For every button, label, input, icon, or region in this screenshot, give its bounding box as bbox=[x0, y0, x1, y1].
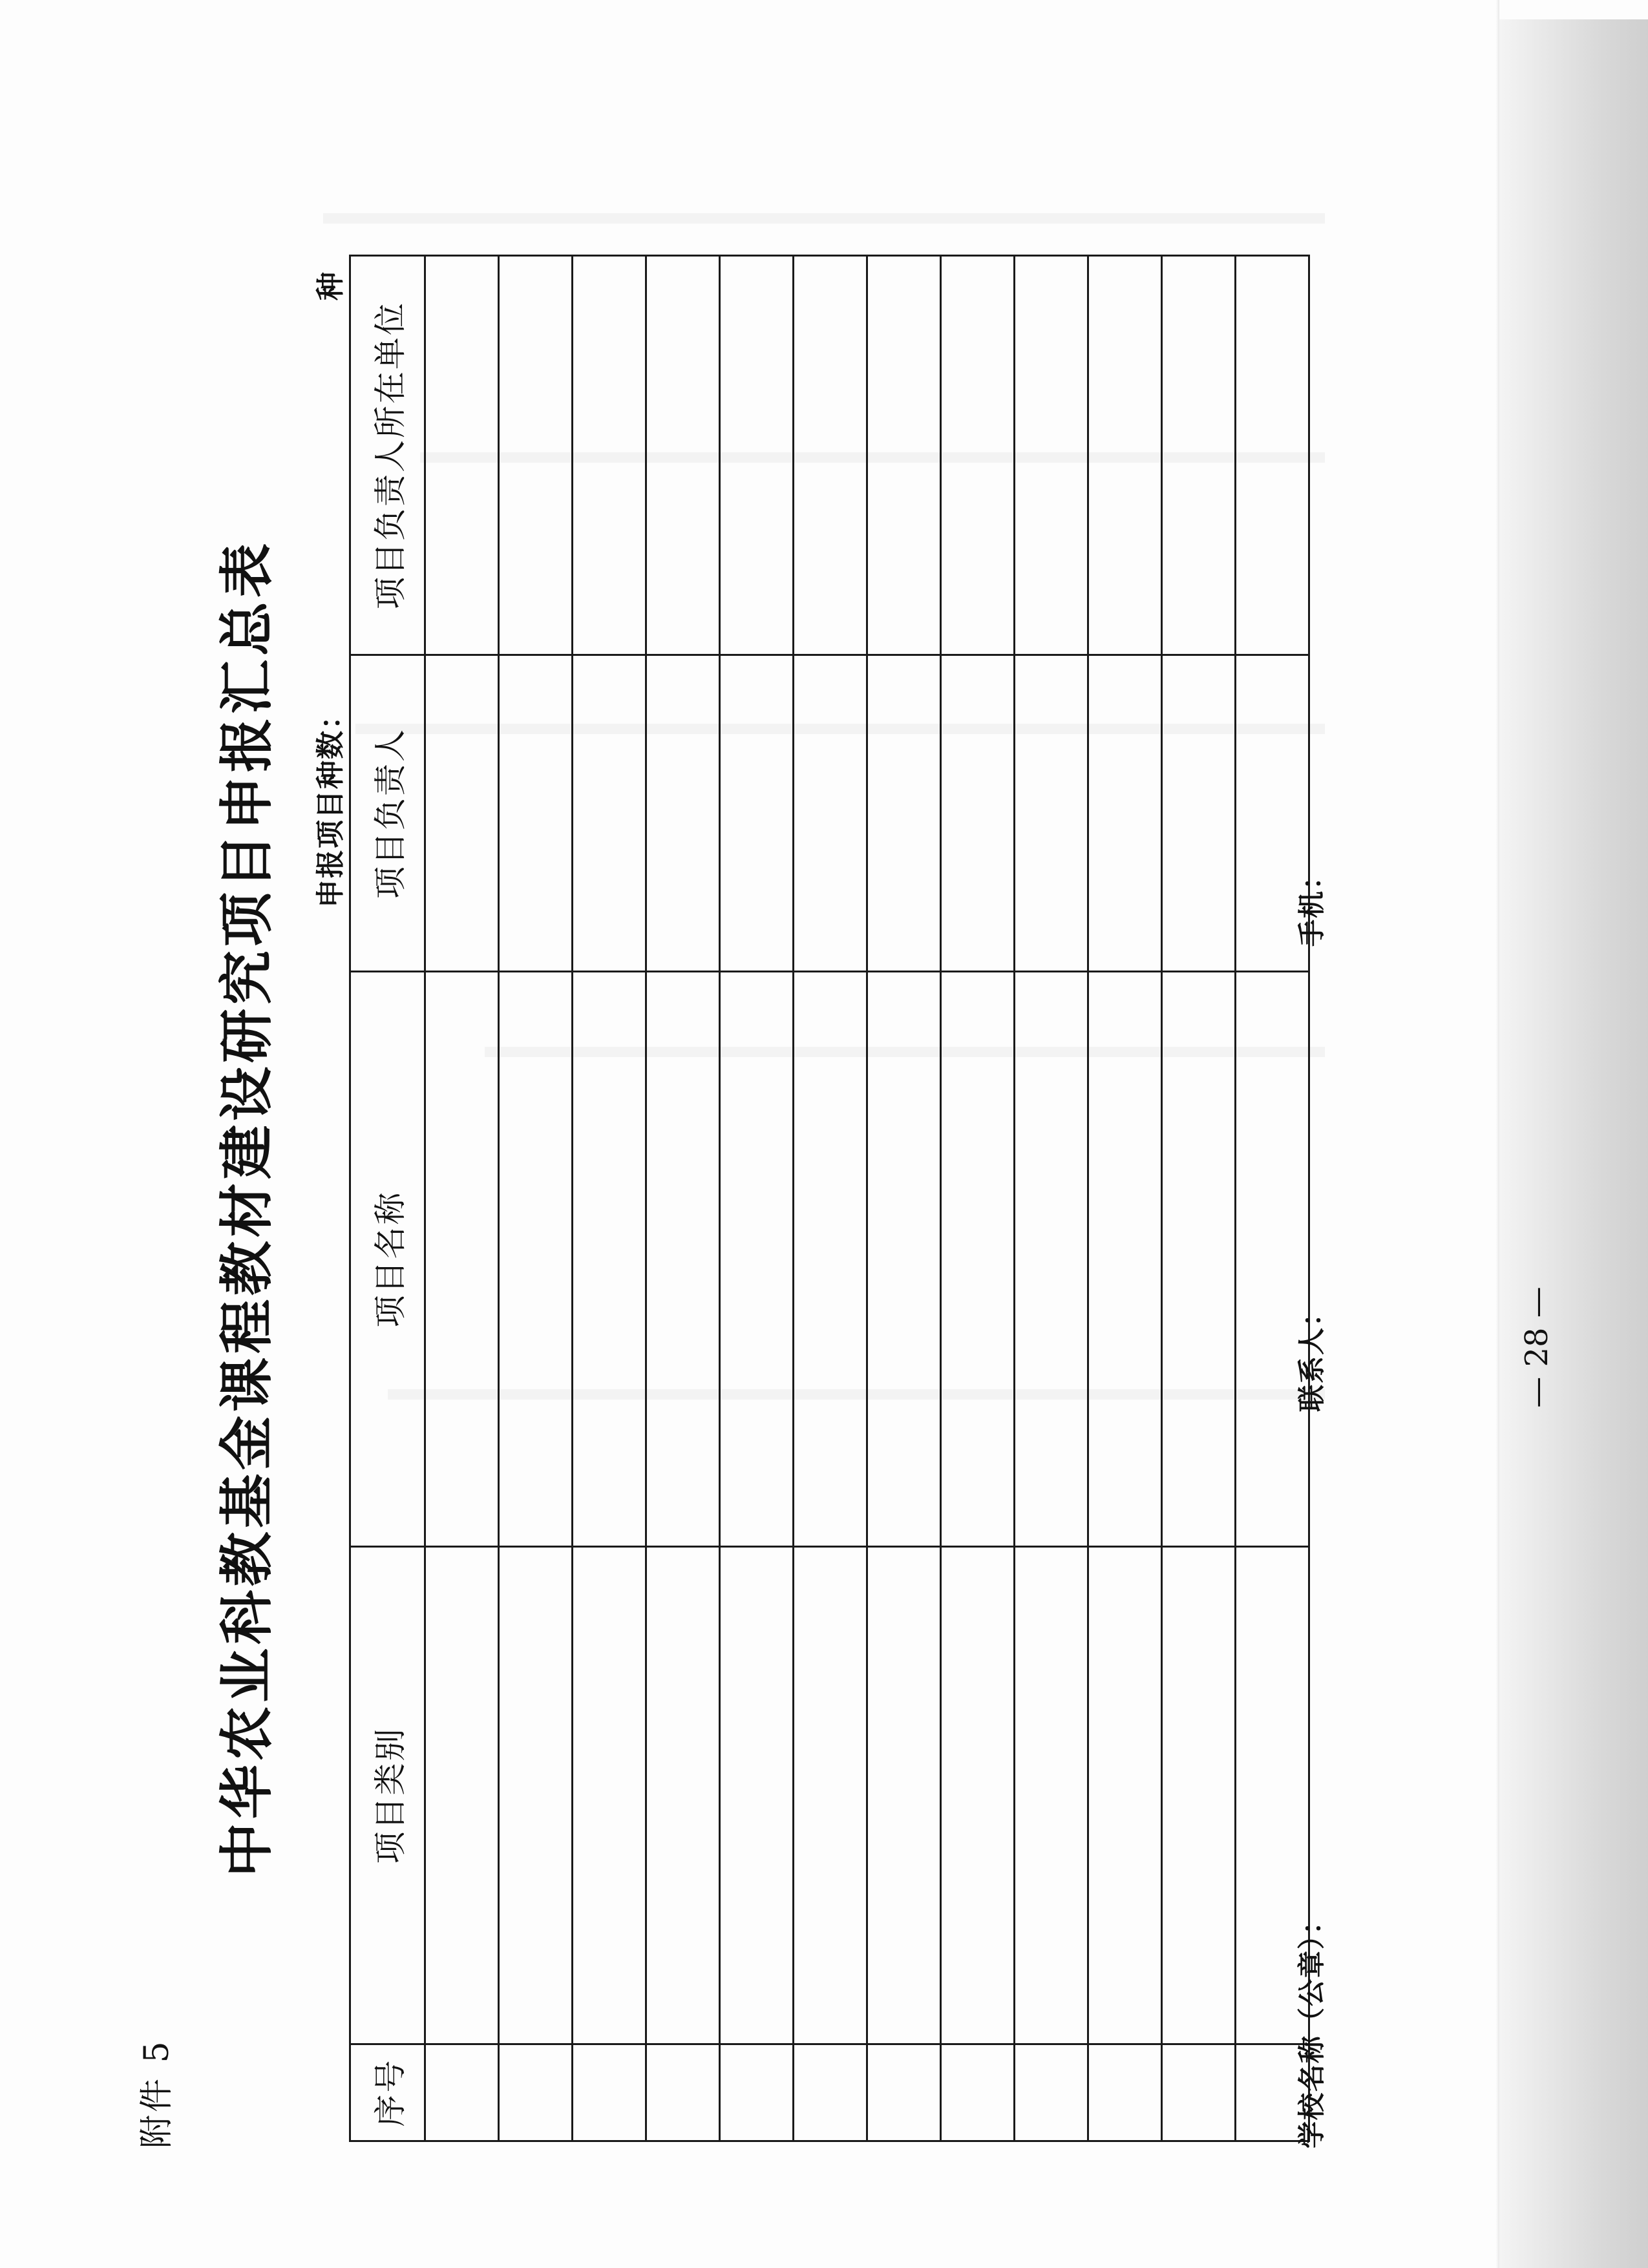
table-row bbox=[499, 256, 573, 2141]
table-cell[interactable] bbox=[1162, 1547, 1236, 2044]
table-cell[interactable] bbox=[1088, 972, 1162, 1547]
form-title: 中华农业科教基金课程教材建设研究项目申报汇总表 bbox=[215, 539, 279, 1877]
table-cell[interactable] bbox=[1162, 256, 1236, 655]
table-cell[interactable] bbox=[867, 256, 941, 655]
rotated-form bbox=[100, 233, 1555, 2148]
declared-count-label: 申报项目种数： bbox=[314, 700, 347, 908]
column-header-leader: 项目负责人 bbox=[350, 655, 425, 972]
contact-label: 联系人： bbox=[1296, 1297, 1327, 1412]
table-cell[interactable] bbox=[1088, 1547, 1162, 2044]
table-cell[interactable] bbox=[867, 972, 941, 1547]
table-row bbox=[573, 256, 646, 2141]
table-cell[interactable] bbox=[1015, 256, 1088, 655]
table-cell[interactable] bbox=[720, 2044, 794, 2141]
table-cell[interactable] bbox=[573, 256, 646, 655]
table-cell[interactable] bbox=[941, 2044, 1015, 2141]
table-row bbox=[1015, 256, 1088, 2141]
table-cell[interactable] bbox=[573, 655, 646, 972]
table-body bbox=[425, 256, 1309, 2141]
table-cell[interactable] bbox=[794, 2044, 867, 2141]
table-cell[interactable] bbox=[1162, 972, 1236, 1547]
table-cell[interactable] bbox=[425, 1547, 499, 2044]
table-cell[interactable] bbox=[573, 1547, 646, 2044]
summary-table bbox=[349, 255, 1310, 2142]
column-header-leader-unit: 项目负责人所在单位 bbox=[350, 256, 425, 655]
table-cell[interactable] bbox=[794, 256, 867, 655]
binding-shadow bbox=[1499, 19, 1648, 2268]
table-cell[interactable] bbox=[794, 655, 867, 972]
table-cell[interactable] bbox=[1236, 972, 1309, 1547]
table-cell[interactable] bbox=[794, 972, 867, 1547]
table-cell[interactable] bbox=[646, 256, 720, 655]
column-header-index: 序号 bbox=[350, 2044, 425, 2141]
table-cell[interactable] bbox=[499, 1547, 573, 2044]
table-cell[interactable] bbox=[646, 2044, 720, 2141]
table-cell[interactable] bbox=[1162, 2044, 1236, 2141]
table-cell[interactable] bbox=[425, 2044, 499, 2141]
table-row bbox=[867, 256, 941, 2141]
table-row bbox=[941, 256, 1015, 2141]
table-row bbox=[794, 256, 867, 2141]
table-cell[interactable] bbox=[720, 655, 794, 972]
table-cell[interactable] bbox=[794, 1547, 867, 2044]
school-name-label: 学校名称（公章）： bbox=[1296, 1906, 1327, 2148]
column-header-category: 项目类别 bbox=[350, 1547, 425, 2044]
table-cell[interactable] bbox=[425, 256, 499, 655]
table-row bbox=[425, 256, 499, 2141]
table-cell[interactable] bbox=[425, 972, 499, 1547]
table-cell[interactable] bbox=[720, 256, 794, 655]
table-row bbox=[1088, 256, 1162, 2141]
table-cell[interactable] bbox=[1088, 256, 1162, 655]
table-cell[interactable] bbox=[499, 256, 573, 655]
table-cell[interactable] bbox=[1015, 655, 1088, 972]
table-cell[interactable] bbox=[1015, 2044, 1088, 2141]
table-cell[interactable] bbox=[720, 1547, 794, 2044]
table-cell[interactable] bbox=[646, 655, 720, 972]
table-cell[interactable] bbox=[941, 655, 1015, 972]
table-cell[interactable] bbox=[573, 972, 646, 1547]
table-cell[interactable] bbox=[941, 1547, 1015, 2044]
table-header-row bbox=[350, 256, 425, 2141]
table-cell[interactable] bbox=[499, 972, 573, 1547]
table-cell[interactable] bbox=[499, 2044, 573, 2141]
table-cell[interactable] bbox=[499, 655, 573, 972]
table-cell[interactable] bbox=[941, 256, 1015, 655]
table-cell[interactable] bbox=[720, 972, 794, 1547]
table-cell[interactable] bbox=[646, 1547, 720, 2044]
table-cell[interactable] bbox=[1088, 655, 1162, 972]
table-cell[interactable] bbox=[646, 972, 720, 1547]
declared-count-unit: 种 bbox=[314, 272, 347, 300]
table-cell[interactable] bbox=[1236, 256, 1309, 655]
table-cell[interactable] bbox=[1162, 655, 1236, 972]
table-cell[interactable] bbox=[1015, 972, 1088, 1547]
phone-label: 手机： bbox=[1296, 861, 1327, 947]
table-row bbox=[646, 256, 720, 2141]
table-cell[interactable] bbox=[867, 2044, 941, 2141]
table-row bbox=[1162, 256, 1236, 2141]
attachment-label: 附件 5 bbox=[138, 2039, 176, 2148]
table-row bbox=[720, 256, 794, 2141]
table-cell[interactable] bbox=[425, 655, 499, 972]
table-cell[interactable] bbox=[941, 972, 1015, 1547]
bleed-through-mark bbox=[323, 213, 1325, 224]
table-cell[interactable] bbox=[867, 655, 941, 972]
table-cell[interactable] bbox=[867, 1547, 941, 2044]
column-header-project-name: 项目名称 bbox=[350, 972, 425, 1547]
table-cell[interactable] bbox=[573, 2044, 646, 2141]
binding-fold bbox=[1495, 0, 1499, 2268]
page-number: — 28 — bbox=[1519, 1286, 1555, 1408]
table-cell[interactable] bbox=[1015, 1547, 1088, 2044]
table-cell[interactable] bbox=[1088, 2044, 1162, 2141]
table-row bbox=[1236, 256, 1309, 2141]
